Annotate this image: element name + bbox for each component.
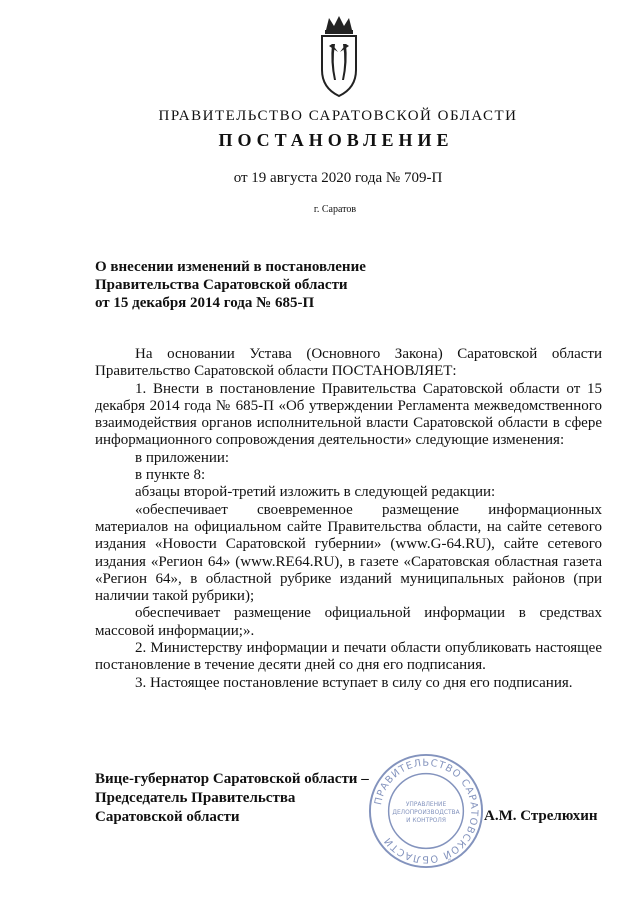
- coat-of-arms-icon: [318, 14, 360, 98]
- document-body: [95, 346, 602, 692]
- body-paragraph: в пункте 8:: [135, 467, 206, 484]
- subject-line: от 15 декабря 2014 года № 685-П: [95, 295, 315, 311]
- svg-text:ПРАВИТЕЛЬСТВО САРАТОВСКОЙ ОБЛА: ПРАВИТЕЛЬСТВО САРАТОВСКОЙ ОБЛАСТИ: [373, 757, 480, 865]
- document-type: ПОСТАНОВЛЕНИЕ: [218, 130, 454, 150]
- body-paragraph: обеспечивает размещение официальной информации в средствах массовой информации;».: [95, 605, 602, 639]
- signer-title-line: Саратовской области: [95, 809, 240, 825]
- document-subject: [95, 258, 366, 312]
- signer-title-line: Вице-губернатор Саратовской области –: [95, 771, 369, 787]
- body-paragraph: «обеспечивает своевременное размещение информационных материалов на официальном сайте Правительства области, на сайте сетевого издания «Новости Саратовской губернии» (www.G-64.RU), сайте сетевого издания «Регион 64» (www.RE64.RU), в газете «Саратовская областная газета «Регион 64», в областной рубрике изданий муниципальных районов (при наличии такой рубрики);: [95, 501, 602, 605]
- document-date: от 19 августа 2020 года № 709-П: [233, 170, 443, 186]
- svg-text:УПРАВЛЕНИЕ: УПРАВЛЕНИЕ: [405, 802, 447, 809]
- government-title: ПРАВИТЕЛЬСТВО САРАТОВСКОЙ ОБЛАСТИ: [158, 108, 518, 124]
- svg-text:ДЕЛОПРОИЗВОДСТВА: ДЕЛОПРОИЗВОДСТВА: [392, 809, 460, 816]
- body-paragraph: в приложении:: [135, 449, 230, 466]
- document-city: г. Саратов: [313, 204, 357, 215]
- body-paragraph: На основании Устава (Основного Закона) Саратовской области Правительство Саратовской области ПОСТАНОВЛЯЕТ:: [95, 346, 602, 380]
- svg-text:И КОНТРОЛЯ: И КОНТРОЛЯ: [406, 817, 446, 824]
- body-paragraph: 1. Внести в постановление Правительства Саратовской области от 15 декабря 2014 года № 685-П «Об утверждении Регламента межведомственного взаимодействия органов исполнительной власти Саратовской области в сфере информационного сопровождения деятельности» следующие изменения:: [95, 380, 602, 449]
- official-stamp-icon: [367, 752, 485, 870]
- signer-title-line: Председатель Правительства: [95, 790, 296, 806]
- body-paragraph: абзацы второй-третий изложить в следующей редакции:: [135, 484, 496, 501]
- subject-line: Правительства Саратовской области: [95, 277, 348, 293]
- signer-name: А.М. Стрелюхин: [484, 808, 598, 824]
- body-paragraph: 2. Министерству информации и печати области опубликовать настоящее постановление в течение десяти дней со дня его подписания.: [95, 640, 602, 674]
- body-paragraph: 3. Настоящее постановление вступает в силу со дня его подписания.: [135, 674, 573, 691]
- subject-line: О внесении изменений в постановление: [95, 259, 366, 275]
- signature-block: [95, 770, 369, 827]
